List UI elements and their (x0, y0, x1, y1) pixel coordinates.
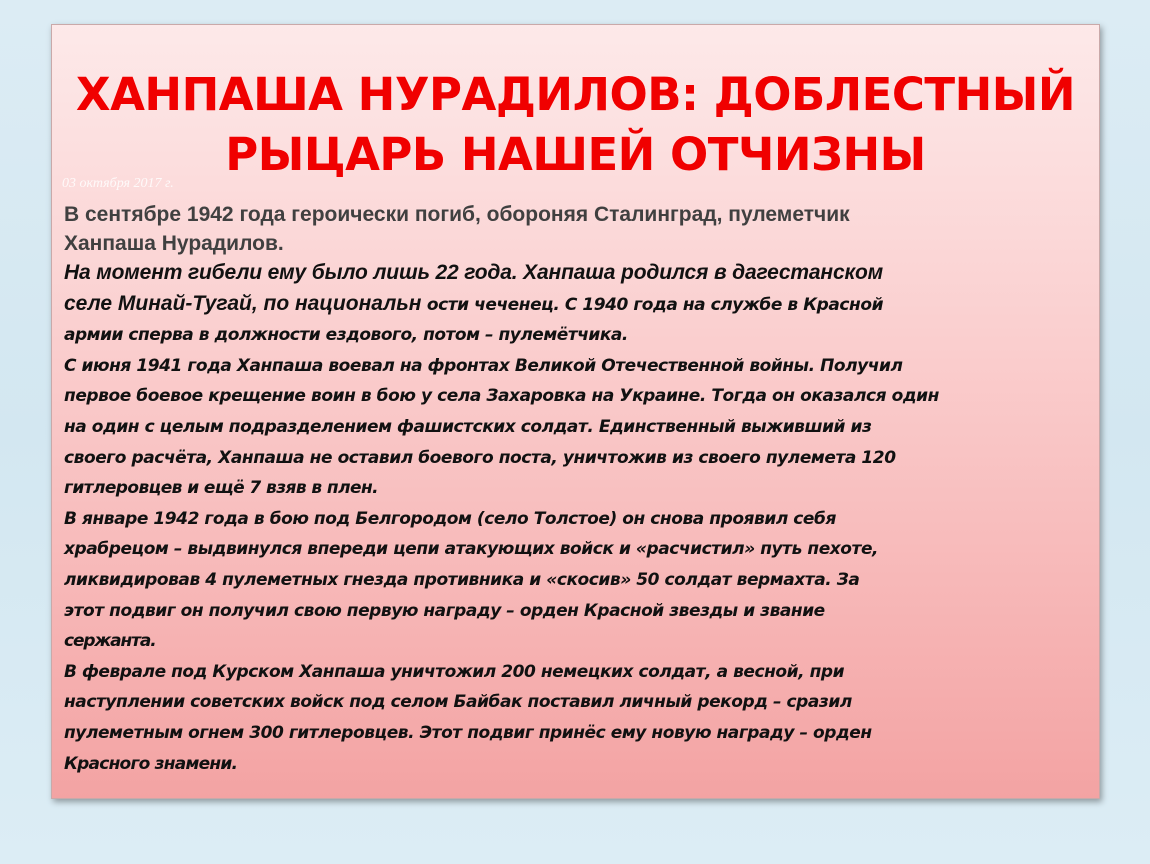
body-line-2-big: селе Минай-Тугай, по национальн (64, 291, 422, 315)
body-line-16: пулеметным огнем 300 гитлеровцев. Этот подвиг принёс ему новую награду – орден (64, 722, 872, 743)
body-line-17: Красного знамени. (64, 753, 238, 774)
intro-line-1: В сентябре 1942 года героически погиб, обороняя Сталинград, пулеметчик (64, 203, 850, 226)
intro-line-2: Ханпаша Нурадилов. (64, 232, 284, 255)
body-line-2-rest: ости чеченец. С 1940 года на службе в Красной (421, 294, 884, 315)
body-line-7: своего расчёта, Ханпаша не оставил боевого поста, уничтожив из своего пулемета 120 (64, 447, 896, 468)
body-text (64, 258, 1094, 779)
body-line-6: на один с целым подразделением фашистских солдат. Единственный выживший из (64, 416, 872, 437)
body-line-4: С июня 1941 года Ханпаша воевал на фронтах Великой Отечественной войны. Получил (64, 355, 903, 376)
slide-card (51, 24, 1100, 799)
body-line-12: этот подвиг он получил свою первую награду – орден Красной звезды и звание (64, 600, 825, 621)
body-line-2 (64, 289, 1094, 321)
body-line-8: гитлеровцев и ещё 7 взяв в плен. (64, 478, 379, 499)
body-line-9: В январе 1942 года в бою под Белгородом (село Толстое) он снова проявил себя (64, 508, 836, 529)
body-line-1: На момент гибели ему было лишь 22 года. Ханпаша родился в дагестанском (64, 261, 884, 284)
body-line-5: первое боевое крещение воин в бою у села Захаровка на Украине. Тогда он оказался один (64, 386, 939, 407)
body-line-10: храбрецом – выдвинулся впереди цепи атакующих войск и «расчистил» путь пехоте, (64, 539, 879, 560)
slide-title (52, 65, 1099, 185)
body-line-3: армии сперва в должности ездового, потом – пулемётчика. (64, 325, 628, 346)
body-line-14: В феврале под Курском Ханпаша уничтожил 200 немецких солдат, а весной, при (64, 661, 845, 682)
body-line-13: сержанта. (64, 631, 156, 652)
title-line-1: ХАНПАША НУРАДИЛОВ: ДОБЛЕСТНЫЙ (75, 68, 1076, 121)
title-line-2: РЫЦАРЬ НАШЕЙ ОТЧИЗНЫ (225, 128, 926, 181)
date-label: 03 октября 2017 г. (62, 176, 174, 191)
body-line-11: ликвидировав 4 пулеметных гнезда противника и «скосив» 50 солдат вермахта. За (64, 569, 860, 590)
intro-paragraph (64, 200, 1064, 258)
body-line-15: наступлении советских войск под селом Байбак поставил личный рекорд – сразил (64, 692, 852, 713)
